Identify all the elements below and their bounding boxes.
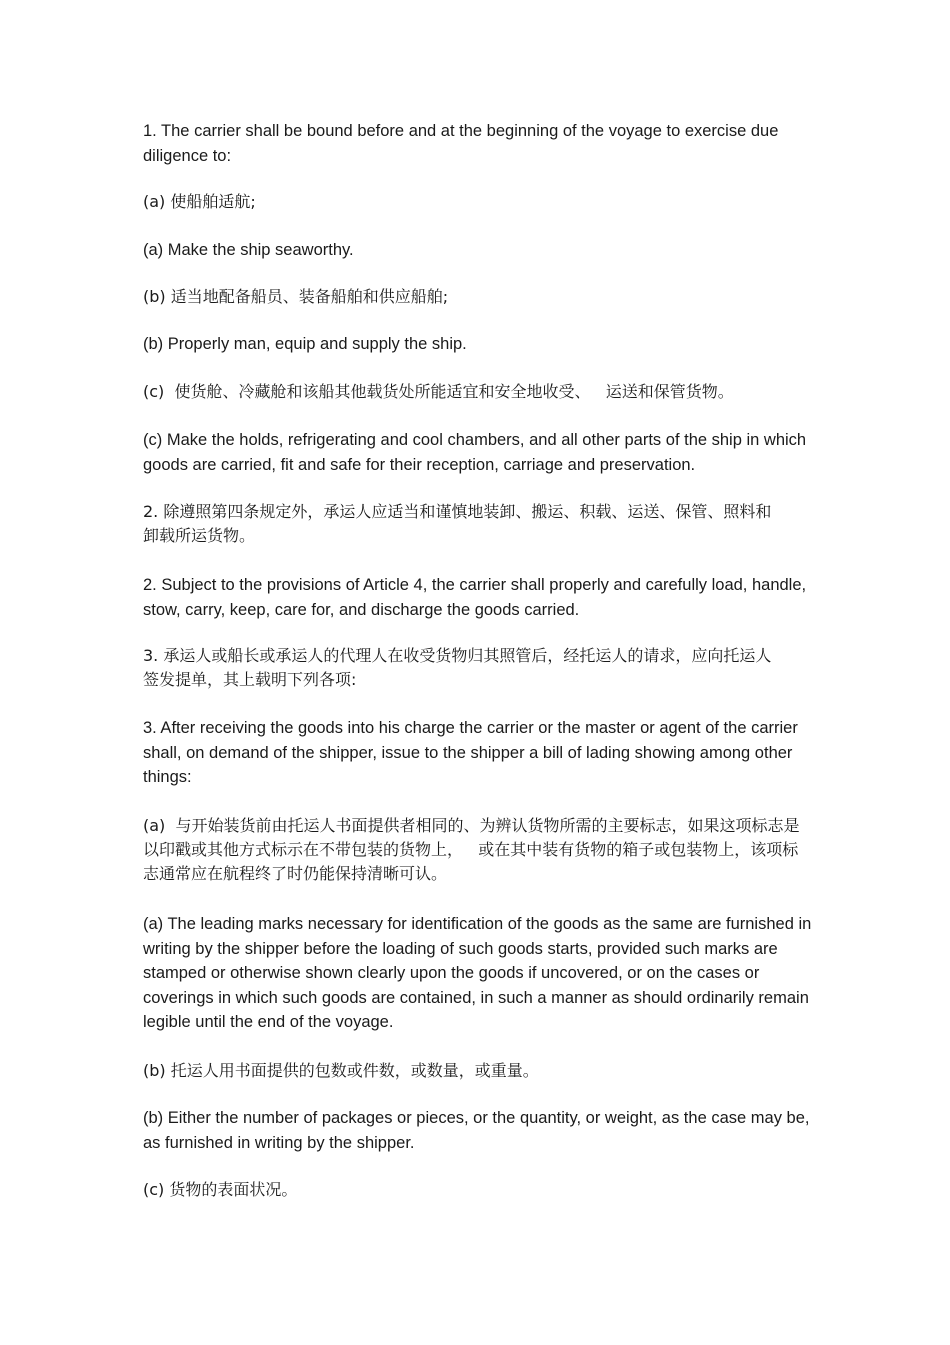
paragraph-3a-english: (a) The leading marks necessary for identification of the goods as the same are furnished in writing by the shipper before the loading of such goods starts, provided such marks are stamped or otherwise shown clearly upon the goods if uncovered, or on the cases or coverings in which such goods are contained, in such a manner as should ordinarily remain legible until the end of the voyage. bbox=[143, 915, 812, 1031]
paragraph-1c-chinese: (c) 使货舱、冷藏舱和该船其他载货处所能适宜和安全地收受、 运送和保管货物。 bbox=[143, 382, 734, 401]
paragraph-3b-english: (b) Either the number of packages or pieces, or the quantity, or weight, as the case may be, as furnished in writing by the shipper. bbox=[143, 1109, 810, 1152]
paragraph-3a-chinese: (a) 与开始装货前由托运人书面提供者相同的、为辨认货物所需的主要标志，如果这项标志是以印戳或其他方式标示在不带包装的货物上， 或在其中装有货物的箱子或包装物上，该项标志通常应在航程终了时仍能保持清晰可认。 bbox=[143, 816, 800, 883]
paragraph-1a-english: (a) Make the ship seaworthy. bbox=[143, 241, 354, 259]
paragraph-1-intro: 1. The carrier shall be bound before and at the beginning of the voyage to exercise due diligence to: bbox=[143, 122, 779, 165]
paragraph-1b-english: (b) Properly man, equip and supply the ship. bbox=[143, 335, 467, 353]
paragraph-3-chinese: 3. 承运人或船长或承运人的代理人在收受货物归其照管后，经托运人的请求，应向托运人签发提单，其上载明下列各项: bbox=[143, 646, 772, 689]
paragraph-3-english: 3. After receiving the goods into his charge the carrier or the master or agent of the carrier shall, on demand of the shipper, issue to the shipper a bill of lading showing among other things: bbox=[143, 719, 798, 786]
paragraph-3b-chinese: (b) 托运人用书面提供的包数或件数，或数量，或重量。 bbox=[143, 1061, 539, 1080]
paragraph-3c-chinese: (c) 货物的表面状况。 bbox=[143, 1180, 298, 1199]
paragraph-1a-chinese: (a) 使船舶适航; bbox=[143, 192, 256, 211]
paragraph-1c-english: (c) Make the holds, refrigerating and cool chambers, and all other parts of the ship in which goods are carried, fit and safe for their reception, carriage and preservation. bbox=[143, 431, 807, 474]
paragraph-2-chinese: 2. 除遵照第四条规定外，承运人应适当和谨慎地装卸、搬运、积载、运送、保管、照料和卸载所运货物。 bbox=[143, 502, 772, 545]
paragraph-2-english: 2. Subject to the provisions of Article 4, the carrier shall properly and carefully load, handle, stow, carry, keep, care for, and discharge the goods carried. bbox=[143, 576, 807, 619]
paragraph-1b-chinese: (b) 适当地配备船员、装备船舶和供应船舶; bbox=[143, 287, 449, 306]
